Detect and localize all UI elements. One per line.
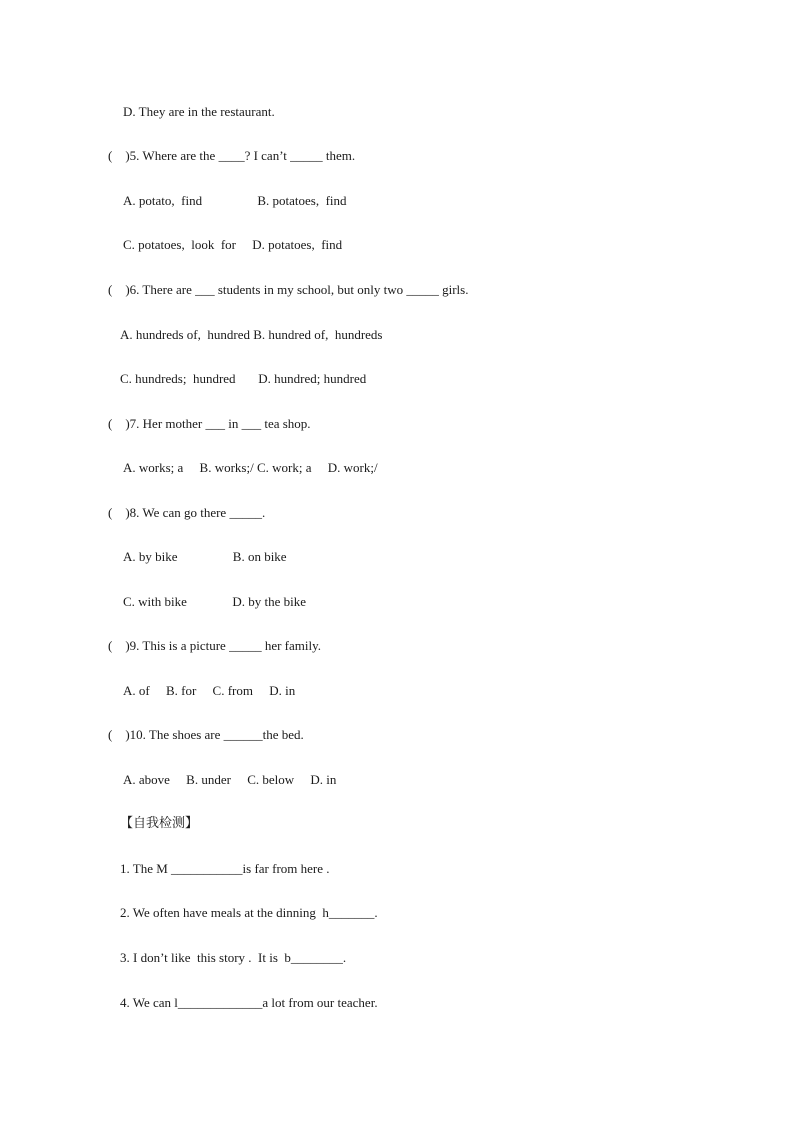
question-6: ( )6. There are ___ students in my school, but only two _____ girls. <box>108 282 469 297</box>
self-check-item-1: 1. The M ___________is far from here . <box>120 861 330 876</box>
question-10: ( )10. The shoes are ______the bed. <box>108 727 304 742</box>
option-line-q5-ab: A. potato, find B. potatoes, find <box>123 193 347 208</box>
question-8: ( )8. We can go there _____. <box>108 505 266 520</box>
option-line-q6-cd: C. hundreds; hundred D. hundred; hundred <box>120 371 367 386</box>
option-line-q4-d: D. They are in the restaurant. <box>123 104 275 119</box>
option-line-q8-ab: A. by bike B. on bike <box>123 549 287 564</box>
self-check-item-2: 2. We often have meals at the dinning h_______. <box>120 905 378 920</box>
option-line-q7: A. works; a B. works;/ C. work; a D. work;/ <box>123 460 378 475</box>
question-9: ( )9. This is a picture _____ her family. <box>108 638 322 653</box>
option-line-q6-ab: A. hundreds of, hundred B. hundred of, hundreds <box>120 327 383 342</box>
option-line-q10: A. above B. under C. below D. in <box>123 772 337 787</box>
self-check-item-3: 3. I don’t like this story . It is b________. <box>120 950 347 965</box>
self-check-item-4: 4. We can l_____________a lot from our teacher. <box>120 995 378 1010</box>
option-line-q5-cd: C. potatoes, look for D. potatoes, find <box>123 237 343 252</box>
option-line-q9: A. of B. for C. from D. in <box>123 683 296 698</box>
section-heading-self-check: 【自我检测】 <box>120 816 199 831</box>
question-5: ( )5. Where are the ____? I can’t _____ them. <box>108 148 356 163</box>
question-7: ( )7. Her mother ___ in ___ tea shop. <box>108 416 311 431</box>
option-line-q8-cd: C. with bike D. by the bike <box>123 594 307 609</box>
